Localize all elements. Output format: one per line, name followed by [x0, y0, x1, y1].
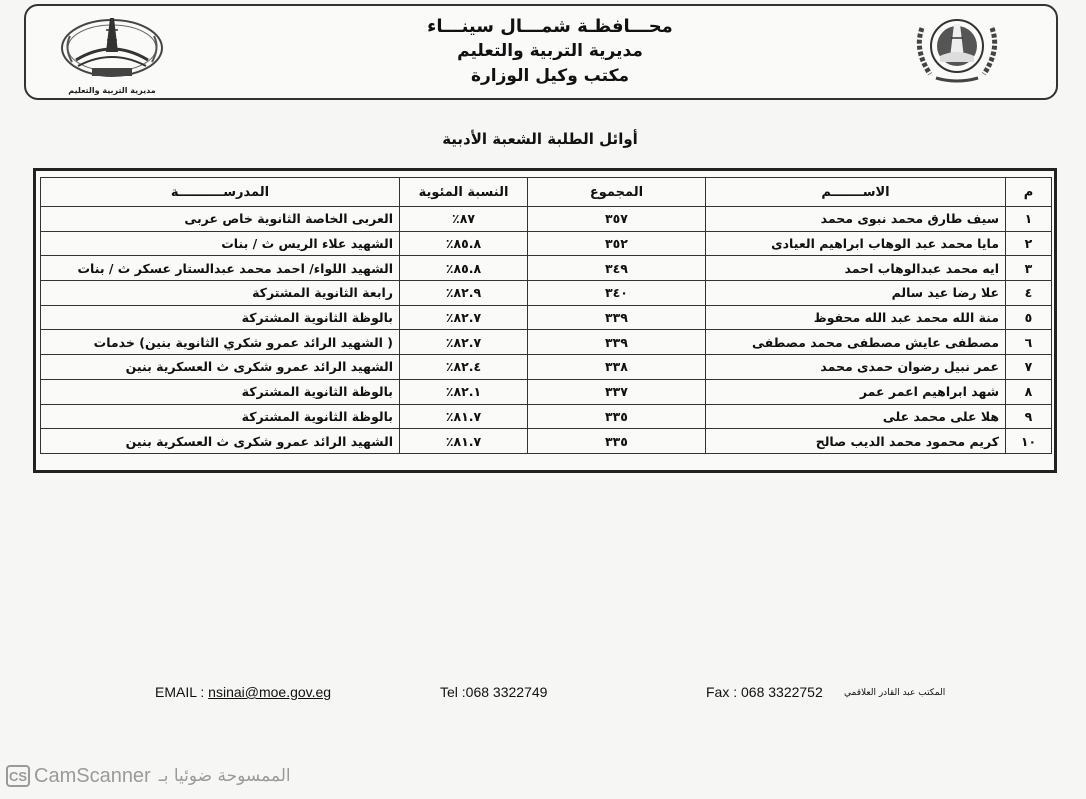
cell-name: عمر نبيل رضوان حمدى محمد: [706, 355, 1006, 380]
cell-total: ٣٤٠: [528, 281, 706, 306]
table-row: [41, 281, 1052, 306]
footer-tel: Tel :068 3322749: [440, 684, 548, 700]
cell-school: ( الشهيد الرائد عمرو شكري الثانوية بنين) خدمات: [41, 330, 400, 355]
cell-total: ٣٣٩: [528, 305, 706, 330]
cell-num: ٣: [1006, 256, 1052, 281]
cell-total: ٣٣٥: [528, 429, 706, 454]
logo-caption: مديرية التربية والتعليم: [68, 86, 156, 95]
cell-name: علا رضا عيد سالم: [706, 281, 1006, 306]
cell-name: سيف طارق محمد نبوى محمد: [706, 207, 1006, 232]
cell-percentage: ٨٥.٨٪: [400, 256, 528, 281]
header-school: المدرســــــــــة: [41, 178, 400, 207]
header-text: [320, 14, 780, 89]
cell-name: هلا على محمد على: [706, 404, 1006, 429]
cell-school: بالوظة الثانوية المشتركة: [41, 305, 400, 330]
cell-num: ١٠: [1006, 429, 1052, 454]
cell-num: ٨: [1006, 379, 1052, 404]
table-row: [41, 305, 1052, 330]
cell-num: ١: [1006, 207, 1052, 232]
cell-total: ٣٣٥: [528, 404, 706, 429]
directorate-emblem-icon: [56, 8, 168, 88]
header-total: المجموع: [528, 178, 706, 207]
cell-total: ٣٤٩: [528, 256, 706, 281]
cell-percentage: ٨٢.٤٪: [400, 355, 528, 380]
cell-percentage: ٨٥.٨٪: [400, 231, 528, 256]
table-row: [41, 330, 1052, 355]
footer-fax: Fax : 068 3322752: [706, 684, 823, 700]
cell-total: ٣٥٢: [528, 231, 706, 256]
cell-total: ٣٣٩: [528, 330, 706, 355]
email-label: EMAIL :: [155, 684, 209, 700]
cell-school: بالوظة الثانوية المشتركة: [41, 404, 400, 429]
cell-school: الشهيد علاء الريس ث / بنات: [41, 231, 400, 256]
table-row: [41, 207, 1052, 232]
office-name: مكتب وكيل الوزارة: [470, 66, 630, 86]
camscanner-text: CamScanner: [34, 764, 151, 787]
results-table: [40, 177, 1052, 454]
cell-school: الشهيد الرائد عمرو شكرى ث العسكرية بنين: [41, 429, 400, 454]
table-row: [41, 231, 1052, 256]
table-row: [41, 256, 1052, 281]
table-row: [41, 379, 1052, 404]
cell-name: مايا محمد عبد الوهاب ابراهيم العيادى: [706, 231, 1006, 256]
header-percentage: النسبة المئوية: [400, 178, 528, 207]
cell-percentage: ٨٢.٧٪: [400, 330, 528, 355]
cell-percentage: ٨٢.١٪: [400, 379, 528, 404]
cell-total: ٣٣٨: [528, 355, 706, 380]
cell-total: ٣٥٧: [528, 207, 706, 232]
cell-name: ايه محمد عبدالوهاب احمد: [706, 256, 1006, 281]
table-row: [41, 429, 1052, 454]
cell-percentage: ٨١.٧٪: [400, 429, 528, 454]
cell-num: ٥: [1006, 305, 1052, 330]
table-row: [41, 404, 1052, 429]
camscanner-arabic-text: الممسوحة ضوئيا بـ: [158, 766, 291, 786]
email-link[interactable]: nsinai@moe.gov.eg: [208, 684, 332, 700]
table-header-row: [41, 178, 1052, 207]
footer-office: المكتب عبد القادر العلاقمي: [844, 688, 946, 698]
cell-num: ٦: [1006, 330, 1052, 355]
cell-num: ٧: [1006, 355, 1052, 380]
header-num: م: [1006, 178, 1052, 207]
camscanner-logo-icon: CS: [6, 765, 30, 787]
cell-name: كريم محمود محمد الديب صالح: [706, 429, 1006, 454]
cell-school: العربى الخاصة الثانوية خاص عربى: [41, 207, 400, 232]
results-table-frame: [33, 168, 1057, 473]
cell-percentage: ٨٢.٩٪: [400, 281, 528, 306]
cell-name: مصطفى عايش مصطفى محمد مصطفى: [706, 330, 1006, 355]
cell-name: منة الله محمد عبد الله محفوظ: [706, 305, 1006, 330]
cell-school: الشهيد اللواء/ احمد محمد عبدالستار عسكر ث / بنات: [41, 256, 400, 281]
cell-num: ٢: [1006, 231, 1052, 256]
footer-email: [155, 684, 331, 700]
cell-school: الشهيد الرائد عمرو شكرى ث العسكرية بنين: [41, 355, 400, 380]
governorate-seal-icon: [910, 8, 1004, 88]
cell-percentage: ٨١.٧٪: [400, 404, 528, 429]
cell-name: شهد ابراهيم اعمر عمر: [706, 379, 1006, 404]
cell-percentage: ٨٢.٧٪: [400, 305, 528, 330]
camscanner-watermark: [6, 764, 291, 788]
cell-school: رابعة الثانوية المشتركة: [41, 281, 400, 306]
governorate-seal: [910, 8, 1004, 88]
education-directorate-logo: [56, 8, 168, 98]
cell-num: ٩: [1006, 404, 1052, 429]
cell-percentage: ٨٧٪: [400, 207, 528, 232]
header-name: الاســـــــم: [706, 178, 1006, 207]
cell-school: بالوظة الثانوية المشتركة: [41, 379, 400, 404]
cell-num: ٤: [1006, 281, 1052, 306]
cell-total: ٣٣٧: [528, 379, 706, 404]
page-title: أوائل الطلبة الشعبة الأدبية: [442, 130, 638, 148]
table-row: [41, 355, 1052, 380]
directorate-name: مديرية التربية والتعليم: [457, 41, 643, 61]
governorate-name: محـــافظـة شمـــال سينـــاء: [427, 16, 673, 37]
